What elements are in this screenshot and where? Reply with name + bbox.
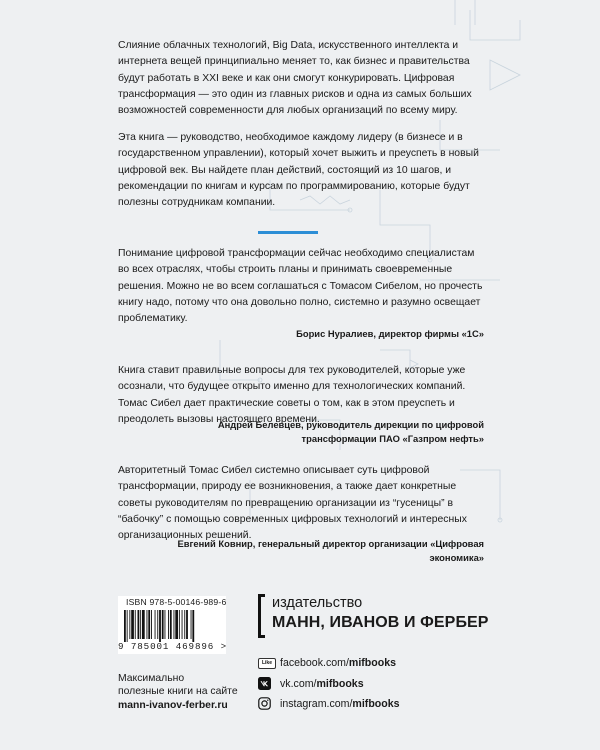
barcode-bar	[127, 610, 128, 642]
vk-prefix: vk.com/	[280, 677, 317, 690]
isbn-label: ISBN 978-5-00146-989-6	[126, 597, 227, 607]
quote-text-2: Книга ставит правильные вопросы для тех руководителей, которые уже осознали, что будущее открыто именно для технологических компаний. Томас Сибел дает практические советы о том, как в этом преуспеть и преодолеть вызовы настоящего времени.	[118, 365, 466, 425]
instagram-prefix: instagram.com/	[280, 697, 353, 710]
accent-divider	[258, 231, 318, 234]
publisher-name: МАНН, ИВАНОВ И ФЕРБЕР	[272, 614, 489, 631]
intro-paragraph-2: Эта книга — руководство, необходимое каждому лидеру (в бизнесе и в государственном управлении), который хочет выжить и преуспеть в новый цифровой век. Вы найдете план действий, состоящий из 10 шагов, и рекомендации по книгам и курсам по программированию, которые будут полезны сотрудникам компании.	[118, 132, 479, 209]
facebook-like-icon: Like	[258, 658, 276, 669]
promo-line-2: полезные книги на сайте	[118, 686, 238, 698]
social-vk[interactable]	[258, 677, 364, 690]
quote-author-2: Андрей Белевцев, руководитель дирекции по цифровой трансформации ПАО «Газпром нефть»	[217, 419, 484, 444]
barcode-bar	[186, 610, 188, 639]
quote-text-1: Понимание цифровой трансформации сейчас необходимо специалистам во всех отраслях, чтобы строить планы и принимать своевременные решения. Можно не во всем соглашаться с Томасом Сибелом, но прочесть книгу надо, потому что она довольно полно, системно и разумно освещает проблематику.	[118, 248, 483, 325]
barcode-bar	[147, 610, 148, 639]
barcode-bar	[175, 610, 178, 639]
barcode-bar	[148, 610, 150, 639]
barcode-bar	[184, 610, 185, 639]
quote-author-3: Евгений Ковнир, генеральный директор организации «Цифровая экономика»	[177, 538, 484, 563]
bracket-icon	[258, 594, 265, 638]
instagram-icon	[258, 697, 271, 710]
promo-block	[118, 672, 258, 712]
barcode-bar	[174, 610, 175, 639]
publisher-label: издательство	[272, 595, 363, 611]
barcode-bar	[124, 610, 126, 642]
barcode-digits: 9 785001 469896 >	[118, 641, 228, 652]
facebook-prefix: facebook.com/	[280, 657, 349, 669]
barcode-bar	[170, 610, 172, 639]
facebook-handle: mifbooks	[348, 657, 396, 669]
social-facebook[interactable]	[258, 657, 396, 669]
barcode-bar	[165, 610, 166, 639]
barcode-bar	[151, 610, 152, 639]
barcode-bar	[142, 610, 145, 639]
quote-author-1: Борис Нуралиев, директор фирмы «1С»	[296, 328, 484, 339]
quote-text-3: Авторитетный Томас Сибел системно описывает суть цифровой трансформации, природу ее возникновения, а также дает конкретные советы руководителям по превращению организации из “гусеницы” в “бабочку” с помощью современных цифровых технологий и интересных организационных решений.	[118, 465, 467, 542]
barcode-bar	[131, 610, 134, 639]
barcode-bar	[168, 610, 169, 639]
barcode-bar	[138, 610, 140, 639]
barcode-bar	[191, 610, 192, 639]
barcode-bar	[159, 610, 161, 642]
instagram-handle: mifbooks	[352, 697, 400, 710]
vk-icon	[258, 677, 271, 690]
promo-line-1: Максимально	[118, 673, 185, 684]
barcode-bar	[140, 610, 141, 639]
barcode-bar	[129, 610, 130, 639]
barcode-bar	[162, 610, 164, 639]
vk-handle: mifbooks	[316, 677, 364, 690]
barcode-bar	[182, 610, 183, 639]
promo-site-link[interactable]: mann-ivanov-ferber.ru	[118, 699, 228, 711]
barcode	[124, 610, 222, 642]
intro-paragraph-1: Слияние облачных технологий, Big Data, искусственного интеллекта и интернета вещей принципиально меняет то, как бизнес и правительства будут работать в XXI веке и как они смогут конкурировать. Цифровая трансформация — это один из главных рисков и одна из самых больших возможностей современности для любых организаций по всему миру.	[118, 40, 472, 117]
barcode-bar	[192, 610, 194, 642]
barcode-bar	[155, 610, 156, 639]
social-instagram[interactable]	[258, 697, 400, 710]
barcode-bar	[179, 610, 180, 639]
barcode-bar	[157, 610, 158, 639]
barcode-bar	[135, 610, 136, 639]
